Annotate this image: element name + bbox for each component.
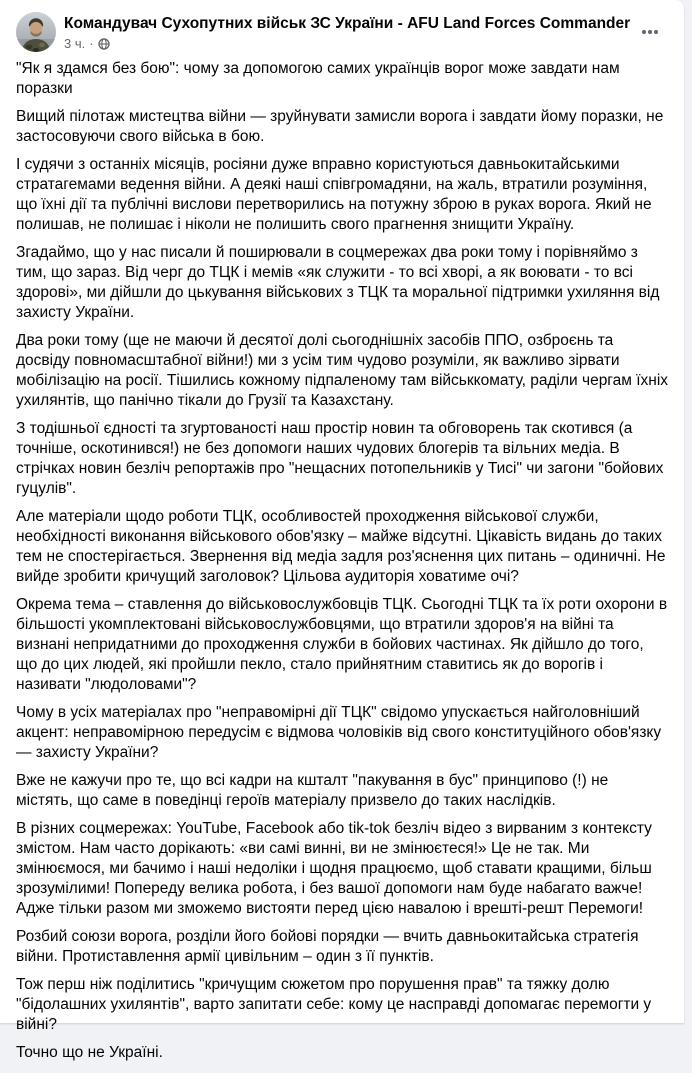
author-link[interactable]: Командувач Сухопутних військ ЗС України - AFU Land Forces Commander	[64, 15, 631, 32]
ellipsis-icon	[640, 22, 660, 42]
post-paragraph: Чому в усіх матеріалах про "неправомірні дії ТЦК" свідомо упускається найголовніший акцент: неправомірною передусім є відмова чоловіків від свого конституційного обов'язку — захисту України?	[16, 704, 662, 761]
post-paragraph: Але матеріали щодо роботи ТЦК, особливостей проходження військової служби, необхідності виконання військового обов'язку – майже відсутні. Цікавість видань до таких тем не спостерігається. Звернення від медіа задля роз'яснення цих питань – одиничні. Не вийде зробити кричущий заголовок? Цільова аудиторія ховатиме очі?	[16, 508, 666, 585]
avatar[interactable]	[16, 12, 56, 52]
avatar-photo	[16, 12, 56, 52]
globe-icon	[98, 38, 110, 50]
post-paragraph: Згадаймо, що у нас писали й поширювали в соцмережах два роки тому і порівняймо з тим, що зараз. Від черг до ТЦК і мемів «як служити - то всі хворі, а як воювати - то всі здорові», ми дійшли до цькування військових з ТЦК та моральної підтримки ухиляння від захисту України.	[16, 244, 660, 321]
post-paragraph: Точно що не Україні.	[16, 1044, 163, 1061]
post-paragraph: Окрема тема – ставлення до військовослужбовців ТЦК. Сьогодні ТЦК та їх роти охорони в більшості укомплектовані військовослужбовцями, що втратили здоров'я на війні та визнані непридатними до проходження служби в бойових частинах. Як дійшло до того, що до цих людей, які пройшли пекло, стало прийнятним ставитись як до ворогів і називати "людоловами"?	[16, 596, 668, 693]
post-paragraph: Вищий пілотаж мистецтва війни — зруйнувати замисли ворога і завдати йому поразки, не застосовуючи свого війська в бою.	[16, 108, 664, 145]
post-paragraph: Два роки тому (ще не маючи й десятої долі сьогоднішніх засобів ППО, озброєнь та досвіду повномасштабної війни!) ми з усім тим чудово розуміли, як важливо зірвати мобілізацію на росії. Тішились кожному підпаленому там військкомату, раділи чергам їхніх ухилянтів, що панічно тікали до Грузії та Казахстану.	[16, 332, 669, 409]
post-paragraph: В різних соцмережах: YouTube, Facebook або tik-tok безліч відео з вирваним з контексту змістом. Нам часто дорікають: «ви самі винні, ви не змінюєтеся!» Це не так. Ми змінюємося, ми бачимо і наші недоліки і щодня працюємо, щоб ставати кращими, більш зрозумілими! Попереду велика робота, і без вашої допомоги нам буде набагато важче! Адже тільки разом ми зможемо вистояти перед цією навалою і врешті-решт Перемоги!	[16, 820, 652, 917]
post-paragraph: "Як я здамся без бою": чому за допомогою самих українців ворог може завдати нам поразки	[16, 60, 620, 97]
post-meta	[64, 36, 632, 52]
post-paragraph: Тож перш ніж поділитись "кричущим сюжетом про порушення прав" та тяжку долю "бідолашних ухилянтів", варто запитати себе: кому це насправді допомагає перемогти у війні?	[16, 976, 652, 1033]
meta-separator: ·	[89, 36, 94, 51]
post-paragraph: З тодішньої єдності та згуртованості наш простір новин та обговорень так скотився (а точніше, оскотинився!) не без допомоги наших чудових блогерів та вільних медіа. В стрічках новин безліч репортажів про "нещасних потопельників у Тисі" чи загони "бойових гуцулів".	[16, 420, 664, 497]
post-header	[0, 0, 684, 56]
timestamp[interactable]: 3 ч.	[64, 36, 86, 51]
post-body	[0, 56, 684, 1073]
post-paragraph: Розбий союзи ворога, розділи його бойові порядки — вчить давньокитайська стратегія війни. Протиставлення армії цивільним – один з її пунктів.	[16, 928, 639, 965]
post-paragraph: І судячи з останніх місяців, росіяни дуже вправно користуються давньокитайськими стратагемами ведення війни. А деякі наші співгромадяни, на жаль, втратили розуміння, що їхні дії та публічні вислови перетворились на потужну зброю в руках ворога. Який не полишав, не полишає і ніколи не полишить свого прагнення знищити Україну.	[16, 156, 652, 233]
post-paragraph: Вже не кажучи про те, що всі кадри на кшталт "пакування в бус" принципово (!) не містять, що саме в поведінці героїв матеріалу призвело до таких наслідків.	[16, 772, 609, 809]
post-options-button[interactable]	[632, 14, 668, 50]
header-info	[64, 12, 632, 52]
